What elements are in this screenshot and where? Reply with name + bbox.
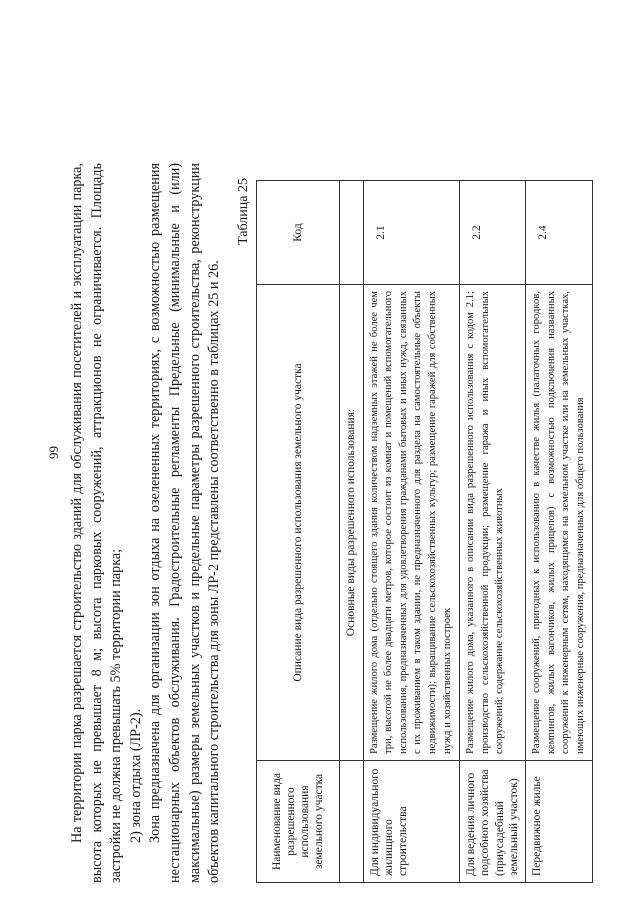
header-code: Код bbox=[257, 181, 340, 285]
table-row bbox=[460, 181, 526, 883]
row-name: Для ведения личного подсобного хозяйства (приусадебный земельный участок) bbox=[460, 761, 526, 883]
row-description: Размещение сооружений, пригодных к использованию в качестве жилья (палаточных городков, кемпингов, жилых вагончиков, жилых прицепов) с возможностью подключения названных сооружений к инженерным сетям, находящимся на земельном участке или на земельных участках, имеющих инженерные сооружения, предназначенных для общего пользования bbox=[525, 285, 592, 761]
table-row bbox=[363, 181, 460, 883]
table-caption: Таблица 25 bbox=[236, 178, 251, 245]
table-row bbox=[525, 181, 592, 883]
section-title: Основные виды разрешенного использования: bbox=[340, 285, 364, 761]
section-empty-cell bbox=[340, 761, 364, 883]
body-text bbox=[68, 163, 225, 883]
page-number: 99 bbox=[46, 446, 61, 459]
paragraph-zone-heading: 2) зона отдыха (ЛР-2). bbox=[127, 708, 144, 843]
paragraph-zone-description: Зона предназначена для организации зон отдыха на озелененных территориях, с возможностью размещения нестационарных объектов обслуживания. Градостроительные регламенты Предельные (минимальные и (или) максимальные) размеры земельных участков и предельные параметры разрешенного строительства, реконструкции объектов капитального строительства для зоны ЛР-2 представлены соответственно в таблицах 25 и 26. bbox=[147, 163, 223, 883]
section-empty-cell bbox=[340, 181, 364, 285]
row-name: Передвижное жилье bbox=[525, 761, 592, 883]
table-section-row bbox=[340, 181, 364, 883]
row-code: 2.4 bbox=[525, 181, 592, 285]
row-name: Для индивидуального жилищного строительства bbox=[363, 761, 460, 883]
row-description: Размещение жилого дома (отдельно стоящего здания количеством надземных этажей не более чем три, высотой не более двадцати метров, которое состоит из комнат и помещений вспомогательного использования, предназначенных для удовлетворения гражданами бытовых и иных нужд, связанных с их проживанием в таком здании, не предназначенного для раздела на самостоятельные объекты недвижимости); выращивание сельскохозяйственных культур; размещение гаражей для собственных нужд и хозяйственных построек bbox=[363, 285, 460, 761]
paragraph-park: На территории парка разрешается строительство зданий для обслуживания посетителей и эксплуатации парка, высота которых не превышает 8 м; высота парковых сооружений, аттракционов не ограничивается. Площадь застройки не должна превышать 5% территории парка; bbox=[69, 163, 125, 883]
header-description: Описание вида разрешенного использования земельного участка bbox=[257, 285, 340, 761]
row-code: 2.1 bbox=[363, 181, 460, 285]
row-description: Размещение жилого дома, указанного в описании вида разрешенного использования с кодом 2.1; производство сельскохозяйственной продукции; размещение гаража и иных вспомогательных сооружений; содержание сельскохозяйственных животных bbox=[460, 285, 526, 761]
land-use-table bbox=[256, 180, 593, 883]
table-header-row bbox=[257, 181, 340, 883]
header-name: Наименование вида разрешенного использования земельного участка bbox=[257, 761, 340, 883]
row-code: 2.2 bbox=[460, 181, 526, 285]
